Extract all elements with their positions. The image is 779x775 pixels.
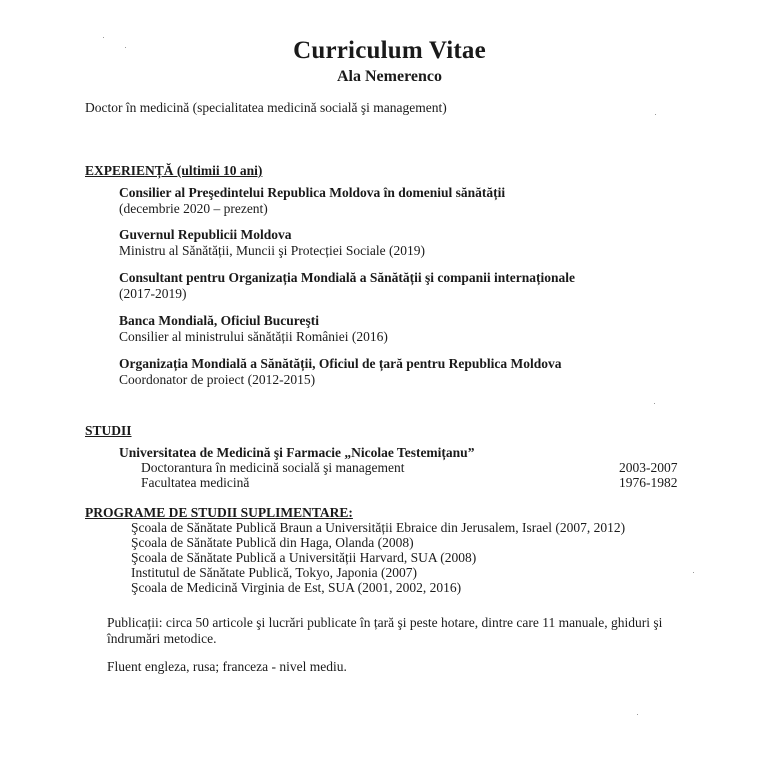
program-item: Institutul de Sănătate Publică, Tokyo, Japonia (2007) (131, 565, 418, 580)
studies-entry-years: 1976-1982 (619, 475, 678, 490)
experience-heading: EXPERIENȚĂ (ultimii 10 ani) (85, 163, 263, 178)
experience-detail: Coordonator de proiect (2012-2015) (119, 372, 316, 387)
program-item: Şcoala de Medicină Virginia de Est, SUA (2001, 2002, 2016) (131, 580, 462, 595)
program-item: Şcoala de Sănătate Publică Braun a Universității Ebraice din Jerusalem, Israel (2007, 2012) (131, 520, 626, 535)
experience-title: Organizația Mondială a Sănătății, Oficiul de țară pentru Republica Moldova (119, 356, 562, 371)
experience-title: Consilier al Preşedintelui Republica Moldova în domeniul sănătății (119, 185, 506, 200)
publications-line: Publicații: circa 50 articole şi lucrări publicate în țară şi peste hotare, dintre care 11 manuale, ghiduri şi (107, 615, 663, 630)
program-item: Şcoala de Sănătate Publică a Universității Harvard, SUA (2008) (131, 550, 477, 565)
experience-title: Banca Mondială, Oficiul Bucureşti (119, 313, 320, 328)
studies-heading: STUDII (85, 423, 132, 438)
experience-title: Consultant pentru Organizația Mondială a Sănătății şi companii internaționale (119, 270, 576, 285)
experience-detail: (decembrie 2020 – prezent) (119, 201, 268, 216)
scan-speck (654, 403, 655, 404)
scan-speck (125, 47, 126, 48)
studies-entry-years: 2003-2007 (619, 460, 678, 475)
scan-speck (637, 714, 638, 715)
experience-detail: (2017-2019) (119, 286, 187, 301)
studies-entry-label: Doctorantura în medicină socială şi management (141, 460, 405, 475)
scan-speck (655, 114, 656, 115)
experience-title: Guvernul Republicii Moldova (119, 227, 292, 242)
profession-line: Doctor în medicină (specialitatea medicină socială şi management) (85, 100, 447, 115)
experience-detail: Consilier al ministrului sănătății României (2016) (119, 329, 388, 344)
page-title: Curriculum Vitae (293, 37, 486, 64)
scan-speck (693, 572, 694, 573)
program-item: Şcoala de Sănătate Publică din Haga, Olanda (2008) (131, 535, 414, 550)
studies-institution: Universitatea de Medicină şi Farmacie „Nicolae Testemițanu” (119, 445, 475, 460)
scan-speck (103, 37, 104, 38)
experience-detail: Ministru al Sănătății, Muncii şi Protecției Sociale (2019) (119, 243, 425, 258)
publications-line: îndrumări metodice. (107, 631, 217, 646)
languages-line: Fluent engleza, rusa; franceza - nivel mediu. (107, 659, 347, 674)
studies-entry-label: Facultatea medicină (141, 475, 250, 490)
programs-heading: PROGRAME DE STUDII SUPLIMENTARE: (85, 505, 353, 520)
person-name: Ala Nemerenco (337, 68, 442, 85)
